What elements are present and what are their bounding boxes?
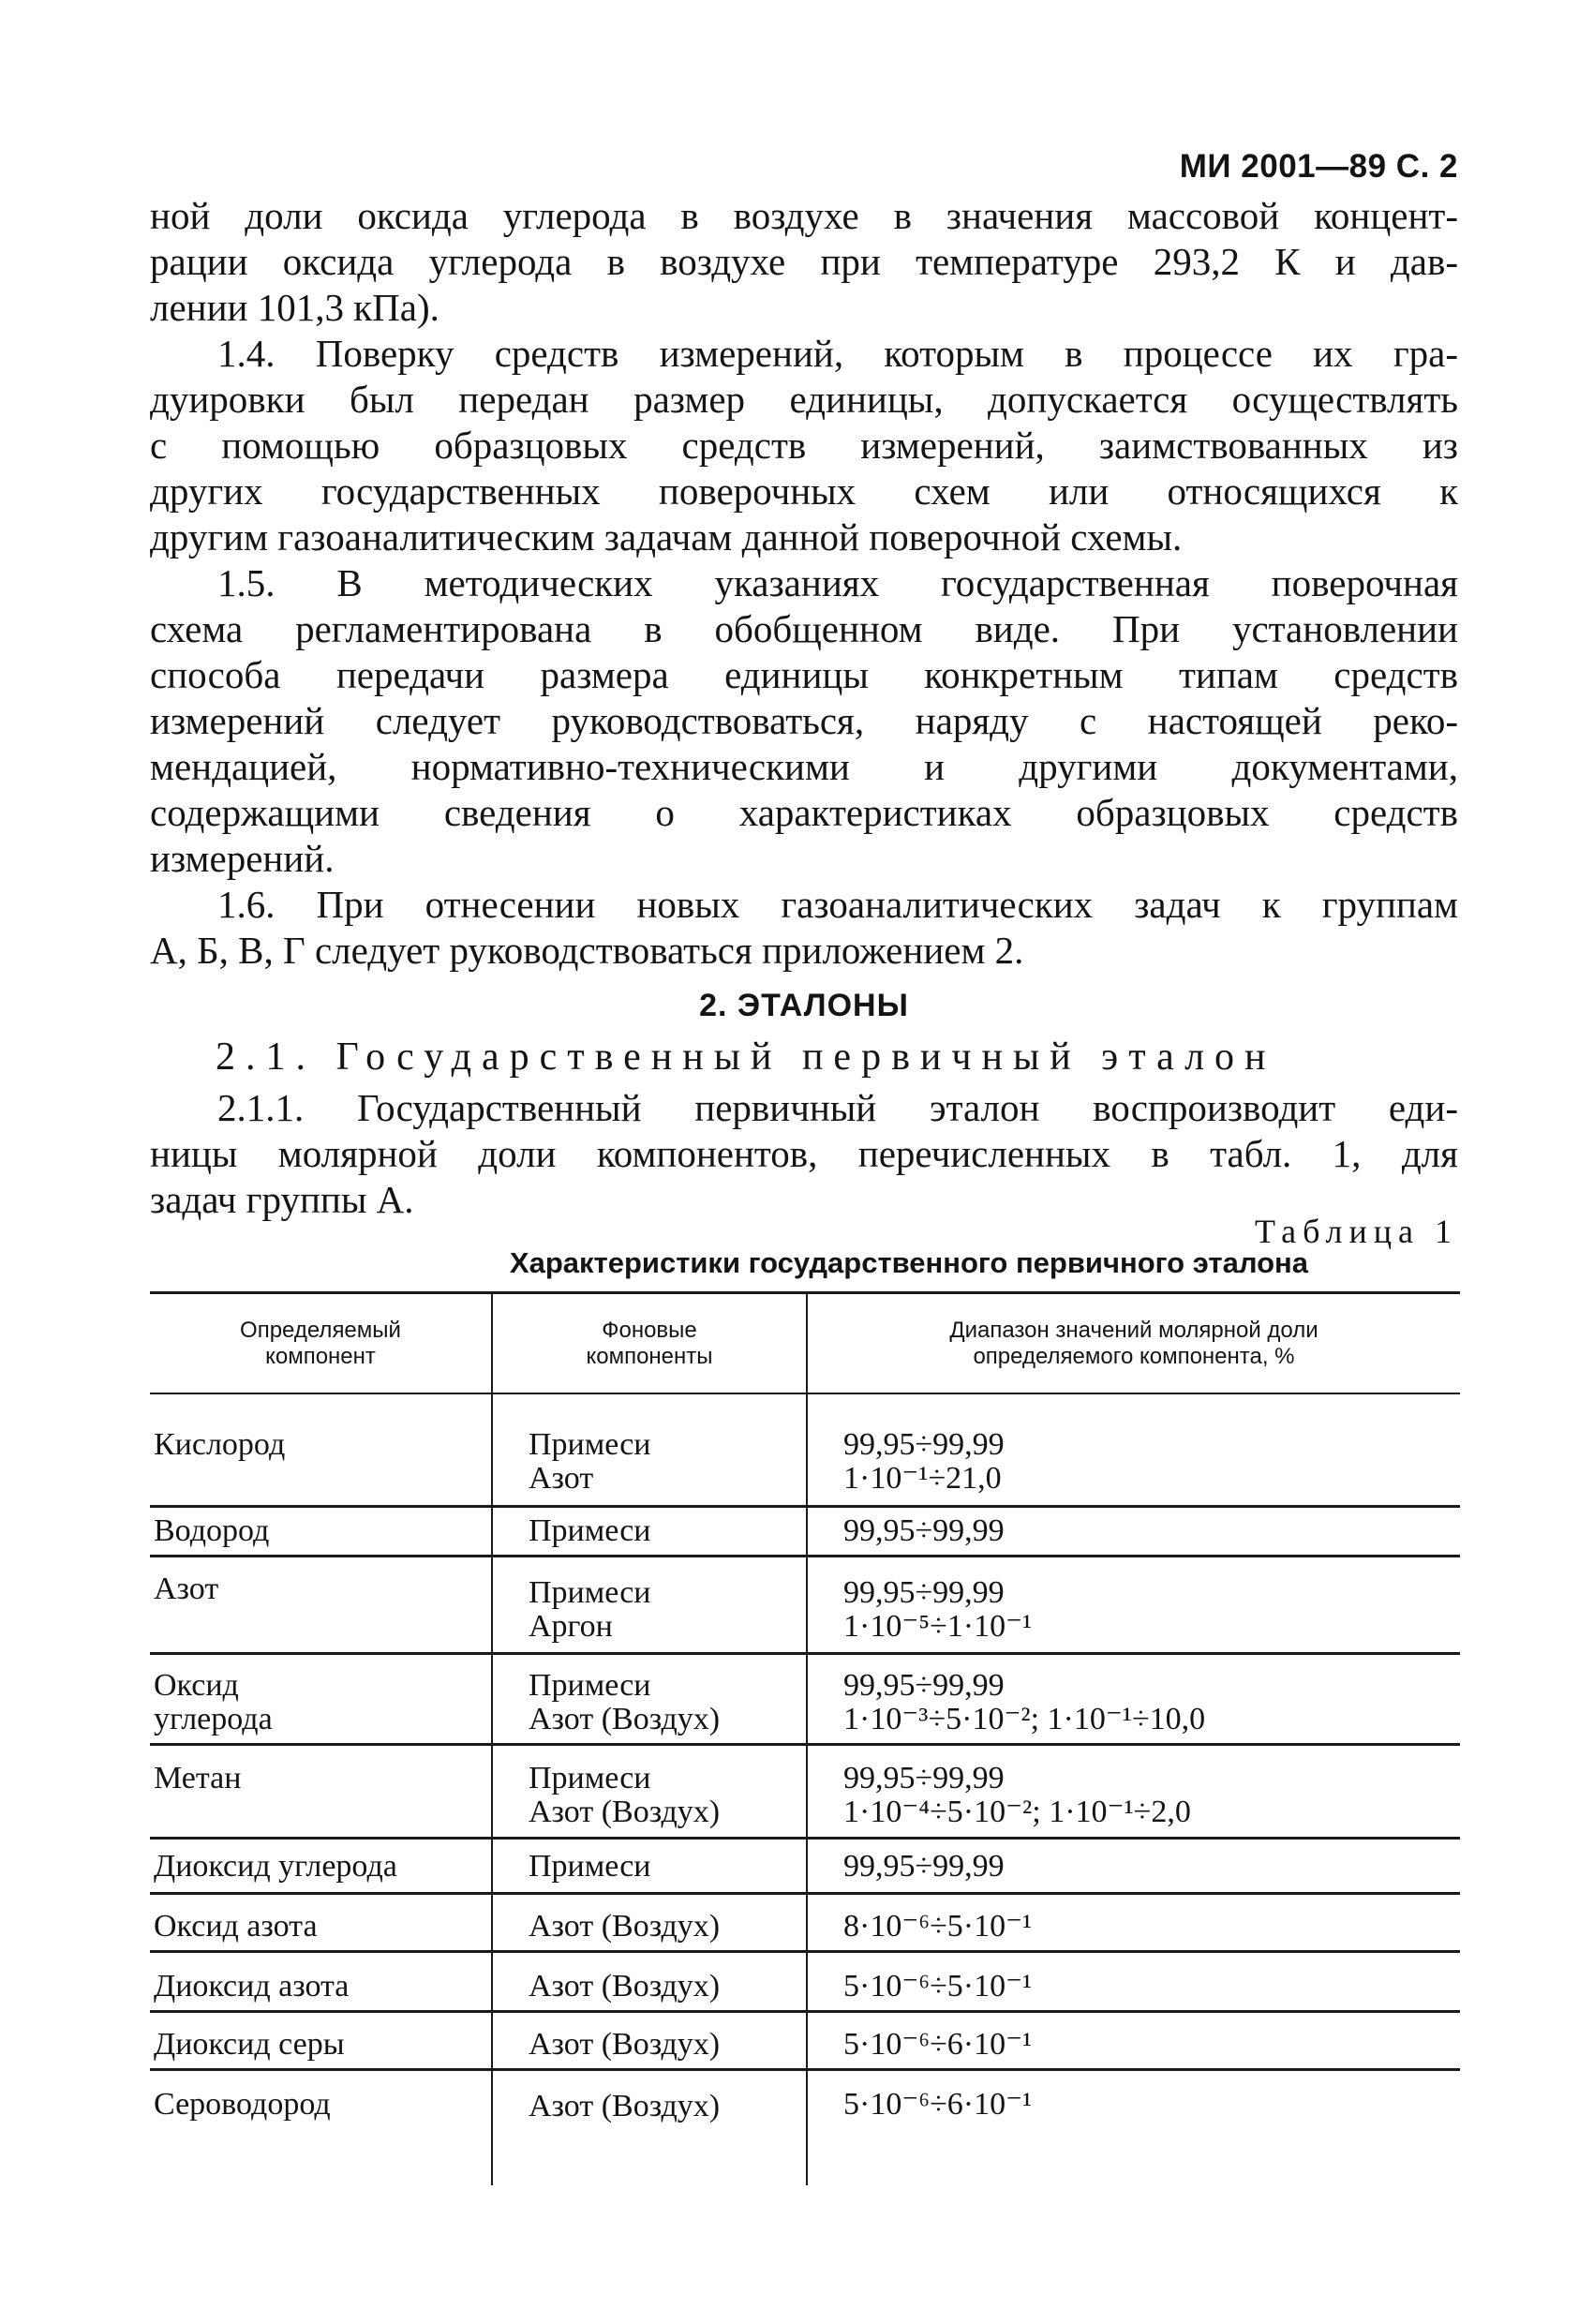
text-line: А, Б, В, Г следует руководствоваться приложением 2. <box>150 929 1024 972</box>
table-top-rule <box>150 1291 1460 1294</box>
table-cell-background: Примеси <box>529 1849 651 1884</box>
header-text: Фоновые <box>602 1318 697 1343</box>
table-cell-component: углерода <box>154 1702 273 1736</box>
header-text: компоненты <box>586 1344 713 1369</box>
table-cell-range: 1·10⁻⁵÷1·10⁻¹ <box>843 1609 1033 1644</box>
row-rule <box>150 1555 1460 1557</box>
text-line: других государственных поверочных схем или относящихся к <box>150 469 1458 513</box>
header-background <box>493 1318 806 1370</box>
row-rule <box>150 1950 1460 1953</box>
header-text: компонент <box>265 1344 376 1369</box>
table-cell-range: 1·10⁻³÷5·10⁻²; 1·10⁻¹÷10,0 <box>843 1702 1206 1736</box>
text-line: задач группы А. <box>150 1178 414 1221</box>
table-cell-component: Кислород <box>154 1427 286 1462</box>
subsection-heading: 2.1. Государственный первичный эталон <box>216 1035 1276 1079</box>
row-rule <box>150 1892 1460 1895</box>
table-cell-range: 5·10⁻⁶÷6·10⁻¹ <box>843 2087 1033 2122</box>
running-head: МИ 2001—89 С. 2 <box>1179 148 1458 185</box>
table-cell-component: Оксид азота <box>154 1909 318 1944</box>
row-rule <box>150 1837 1460 1840</box>
table-cell-background: Азот (Воздух) <box>529 2089 721 2123</box>
table-cell-range: 1·10⁻¹÷21,0 <box>843 1461 1002 1496</box>
body-text-2-1-1 <box>150 1085 1458 1223</box>
header-rule <box>150 1393 1460 1394</box>
header-component <box>150 1318 491 1370</box>
column-divider <box>491 1291 493 2185</box>
table-cell-range: 99,95÷99,99 <box>843 1513 1005 1548</box>
table-cell-component: Метан <box>154 1761 242 1795</box>
table-cell-background: Примеси <box>529 1513 651 1548</box>
header-text: Определяемый <box>240 1318 401 1343</box>
table-cell-component: Диоксид азота <box>154 1969 350 2004</box>
table-cell-range: 5·10⁻⁶÷5·10⁻¹ <box>843 1969 1033 2004</box>
text-line: способа передачи размера единицы конкретным типам средств <box>150 653 1458 696</box>
row-rule <box>150 1652 1460 1655</box>
text-line: измерений. <box>150 837 335 880</box>
table-cell-range: 8·10⁻⁶÷5·10⁻¹ <box>843 1909 1033 1944</box>
table-cell-background: Азот <box>529 1461 594 1496</box>
text-line: ницы молярной доли компонентов, перечисленных в табл. 1, для <box>150 1132 1458 1175</box>
table-cell-background: Примеси <box>529 1668 651 1703</box>
text-line: с помощью образцовых средств измерений, заимствованных из <box>150 424 1458 467</box>
table-cell-background: Аргон <box>529 1609 613 1644</box>
text-line: рации оксида углерода в воздухе при температуре 293,2 К и дав- <box>150 240 1458 283</box>
text-line: схема регламентирована в обобщенном виде. При установлении <box>150 607 1458 650</box>
table-cell-background: Азот (Воздух) <box>529 1969 721 2004</box>
text-line: содержащими сведения о характеристиках образцовых средств <box>150 791 1458 834</box>
table-cell-range: 5·10⁻⁶÷6·10⁻¹ <box>843 2027 1033 2062</box>
text-line: дуировки был передан размер единицы, допускается осуществлять <box>150 378 1458 421</box>
table-cell-component: Диоксид углерода <box>154 1849 397 1884</box>
column-divider <box>806 1291 808 2185</box>
text-line: 1.6. При отнесении новых газоаналитических задач к группам <box>217 883 1458 926</box>
table-cell-range: 99,95÷99,99 <box>843 1761 1005 1795</box>
row-rule <box>150 2068 1460 2071</box>
table-cell-background: Азот (Воздух) <box>529 2027 721 2062</box>
table-cell-background: Примеси <box>529 1575 651 1610</box>
table-cell-component: Сероводород <box>154 2087 331 2122</box>
table-cell-background: Азот (Воздух) <box>529 1795 721 1829</box>
header-text: Диапазон значений молярной доли <box>949 1318 1318 1343</box>
table-cell-component: Водород <box>154 1513 270 1548</box>
text-line: мендацией, нормативно-техническими и другими документами, <box>150 745 1458 788</box>
text-line: 1.5. В методических указаниях государственная поверочная <box>217 561 1458 604</box>
section-heading: 2. ЭТАЛОНЫ <box>699 988 909 1023</box>
table-title: Характеристики государственного первичного эталона <box>509 1246 1308 1279</box>
text-line: 1.4. Поверку средств измерений, которым в процессе их гра- <box>217 332 1458 375</box>
table-number: Таблица 1 <box>1255 1213 1458 1250</box>
table-cell-background: Примеси <box>529 1761 651 1795</box>
row-rule <box>150 1743 1460 1746</box>
table-cell-background: Азот (Воздух) <box>529 1909 721 1944</box>
header-range <box>808 1318 1460 1370</box>
table-cell-range: 99,95÷99,99 <box>843 1575 1005 1610</box>
table-cell-background: Примеси <box>529 1427 651 1462</box>
row-rule <box>150 1505 1460 1508</box>
text-line: другим газоаналитическим задачам данной поверочной схемы. <box>150 515 1183 559</box>
body-text-top <box>150 193 1458 974</box>
text-line: 2.1.1. Государственный первичный эталон воспроизводит еди- <box>217 1086 1458 1129</box>
standards-table <box>150 1291 1460 2191</box>
table-cell-component: Диоксид серы <box>154 2027 345 2062</box>
table-cell-component: Азот <box>154 1572 219 1606</box>
table-cell-range: 99,95÷99,99 <box>843 1849 1005 1884</box>
table-cell-background: Азот (Воздух) <box>529 1702 721 1736</box>
table-cell-range: 1·10⁻⁴÷5·10⁻²; 1·10⁻¹÷2,0 <box>843 1795 1191 1829</box>
table-cell-range: 99,95÷99,99 <box>843 1668 1005 1703</box>
text-line: лении 101,3 кПа). <box>150 286 439 329</box>
table-cell-range: 99,95÷99,99 <box>843 1427 1005 1462</box>
row-rule <box>150 2010 1460 2013</box>
table-cell-component: Оксид <box>154 1668 239 1703</box>
header-text: определяемого компонента, % <box>973 1344 1295 1369</box>
text-line: измерений следует руководствоваться, наряду с настоящей реко- <box>150 699 1458 742</box>
text-line: ной доли оксида углерода в воздухе в значения массовой концент- <box>150 194 1458 237</box>
